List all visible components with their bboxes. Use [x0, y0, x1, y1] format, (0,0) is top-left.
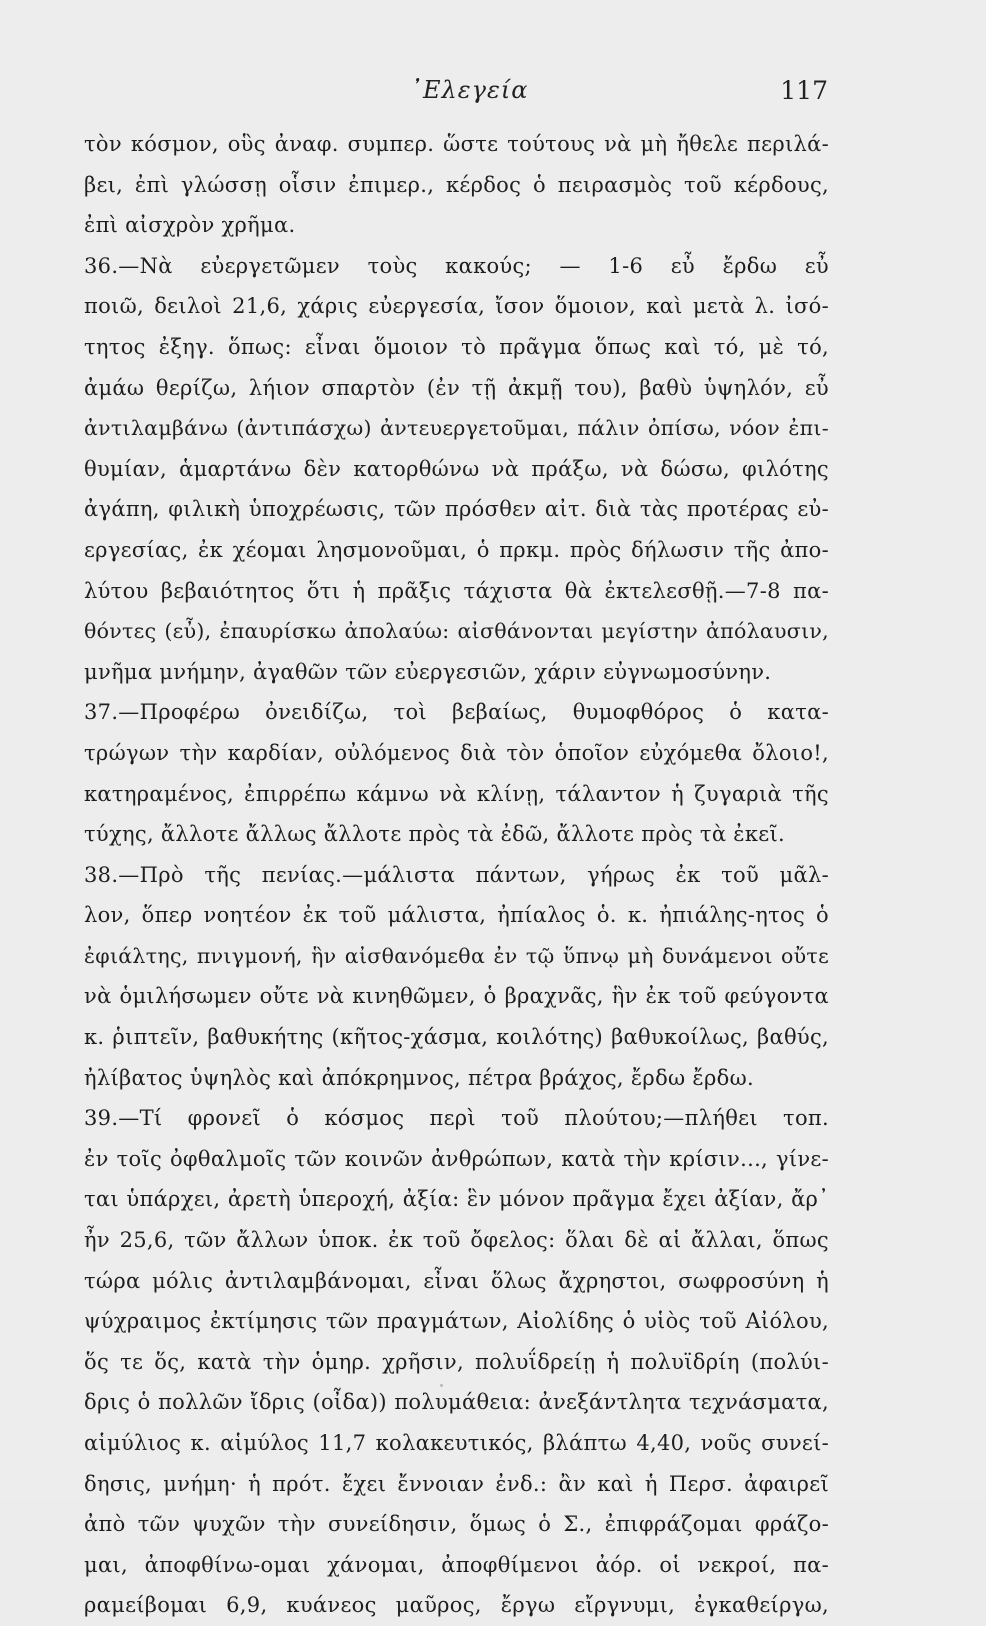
text-line: μαι, ἀποφθίνω-ομαι χάνομαι, ἀποφθίμενοι ἀόρ. οἱ νεκροί, πα-	[84, 1552, 829, 1577]
text-line: λύτου βεβαιότητος ὅτι ἡ πρᾶξις τάχιστα θὰ ἐκτελεσθῇ.—7-8 πα-	[84, 578, 829, 603]
text-line: μνῆμα μνήμην, ἀγαθῶν τῶν εὐεργεσιῶν, χάριν εὐγνωμοσύνην.	[84, 659, 772, 684]
text-line: ραμείβομαι 6,9, κυάνεος μαῦρος, ἔργω εἴργνυμι, ἐγκαθείργω,	[84, 1593, 829, 1618]
text-line: ἀντιλαμβάνω (ἀντιπάσχω) ἀντευεργετοῦμαι, πάλιν ὀπίσω, νόον ἐπι-	[84, 416, 829, 441]
text-line: ἐπὶ αἰσχρὸν χρῆμα.	[84, 213, 296, 238]
text-line: τώρα μόλις ἀντιλαμβάνομαι, εἶναι ὅλως ἄχρηστοι, σωφροσύνη ἡ	[84, 1268, 829, 1293]
text-line: εργεσίας, ἐκ χέομαι λησμονοῦμαι, ὁ πρκμ. πρὸς δήλωσιν τῆς ἀπο-	[84, 537, 829, 562]
text-line: ψύχραιμος ἐκτίμησις τῶν πραγμάτων, Αἰολίδης ὁ υἱὸς τοῦ Αἰόλου,	[84, 1309, 829, 1334]
text-line: 39.—Τί φρονεῖ ὁ κόσμος περὶ τοῦ πλούτου;—πλήθει τοπ.	[84, 1106, 829, 1131]
text-line: ται ὑπάρχει, ἀρετὴ ὑπεροχή, ἀξία: ἓν μόνον πρᾶγμα ἔχει ἀξίαν, ἄρ᾽	[84, 1187, 829, 1212]
commentary-text	[84, 124, 829, 1626]
text-line: ἐν τοῖς ὀφθαλμοῖς τῶν κοινῶν ἀνθρώπων, κατὰ τὴν κρίσιν..., γίνε-	[84, 1146, 829, 1171]
text-line: τητος ἐξηγ. ὅπως: εἶναι ὅμοιον τὸ πρᾶγμα ὅπως καὶ τό, μὲ τό,	[84, 334, 829, 359]
paper-speck	[440, 1384, 443, 1387]
running-title: ᾽Ελεγεία	[410, 76, 529, 104]
text-line: δρις ὁ πολλῶν ἴδρις (οἶδα)) πολυμάθεια: ἀνεξάντλητα τεχνάσματα,	[84, 1390, 829, 1415]
text-line: κ. ῥιπτεῖν, βαθυκήτης (κῆτος-χάσμα, κοιλότης) βαθυκοίλως, βαθύς,	[84, 1025, 829, 1050]
text-line: 36.—Νὰ εὐεργετῶμεν τοὺς κακούς; — 1-6 εὖ ἔρδω εὖ	[84, 253, 829, 278]
text-line: ἦν 25,6, τῶν ἄλλων ὑποκ. ἐκ τοῦ ὄφελος: ὅλαι δὲ αἱ ἄλλαι, ὅπως	[84, 1228, 829, 1253]
text-line: 38.—Πρὸ τῆς πενίας.—μάλιστα πάντων, γήρως ἐκ τοῦ μᾶλ-	[84, 862, 829, 887]
page-header	[0, 76, 986, 116]
text-line: 37.—Προφέρω ὀνειδίζω, τοὶ βεβαίως, θυμοφθόρος ὁ κατα-	[84, 700, 829, 725]
text-line: ἀπὸ τῶν ψυχῶν τὴν συνείδησιν, ὅμως ὁ Σ., ἐπιφράζομαι φράζο-	[84, 1512, 829, 1537]
text-line: βει, ἐπὶ γλώσσῃ οἷσιν ἐπιμερ., κέρδος ὁ πειρασμὸς τοῦ κέρδους,	[84, 172, 829, 197]
text-line: ποιῶ, δειλοὶ 21,6, χάρις εὐεργεσία, ἴσον ὅμοιον, καὶ μετὰ λ. ἰσό-	[84, 294, 829, 319]
text-line: θόντες (εὖ), ἐπαυρίσκω ἀπολαύω: αἰσθάνονται μεγίστην ἀπόλαυσιν,	[84, 619, 829, 644]
text-line: ὅς τε ὅς, κατὰ τὴν ὁμηρ. χρῆσιν, πολυΐδρείῃ ἡ πολυϊδρίη (πολύι-	[84, 1349, 829, 1374]
text-line: νὰ ὁμιλήσωμεν οὔτε νὰ κινηθῶμεν, ὁ βραχνᾶς, ἣν ἐκ τοῦ φεύγοντα	[84, 984, 829, 1009]
text-line: ἀγάπη, φιλικὴ ὑποχρέωσις, τῶν πρόσθεν αἰτ. διὰ τὰς προτέρας εὐ-	[84, 497, 829, 522]
text-line: τρώγων τὴν καρδίαν, οὐλόμενος διὰ τὸν ὁποῖον εὐχόμεθα ὄλοιο!,	[84, 740, 829, 765]
text-line: θυμίαν, ἁμαρτάνω δὲν κατορθώνω νὰ πράξω, νὰ δώσω, φιλότης	[84, 456, 829, 481]
text-line: τύχης, ἄλλοτε ἄλλως ἄλλοτε πρὸς τὰ ἐδῶ, ἄλλοτε πρὸς τὰ ἐκεῖ.	[84, 822, 785, 847]
page-number: 117	[780, 76, 828, 105]
text-line: ἐφιάλτης, πνιγμονή, ἣν αἰσθανόμεθα ἐν τῷ ὕπνῳ μὴ δυνάμενοι οὔτε	[84, 943, 829, 968]
text-line: κατηραμένος, ἐπιρρέπω κάμνω νὰ κλίνῃ, τάλαντον ἡ ζυγαριὰ τῆς	[84, 781, 829, 806]
text-line: αἱμύλιος κ. αἱμύλος 11,7 κολακευτικός, βλάπτω 4,40, νοῦς συνεί-	[84, 1431, 829, 1455]
text-line: λον, ὅπερ νοητέον ἐκ τοῦ μάλιστα, ἠπίαλος ὁ. κ. ἠπιάλης-ητος ὁ	[84, 903, 829, 928]
text-line: δησις, μνήμη· ἡ πρότ. ἔχει ἔννοιαν ἐνδ.: ἂν καὶ ἡ Περσ. ἀφαιρεῖ	[84, 1471, 829, 1496]
text-line: τὸν κόσμον, οὓς ἀναφ. συμπερ. ὥστε τούτους νὰ μὴ ἤθελε περιλά-	[84, 132, 829, 156]
text-line: ἀμάω θερίζω, λήιον σπαρτὸν (ἐν τῇ ἀκμῇ του), βαθὺ ὑψηλόν, εὖ	[84, 375, 829, 400]
text-line: ἠλίβατος ὑψηλὸς καὶ ἀπόκρημνος, πέτρα βράχος, ἔρδω ἔρδω.	[84, 1065, 754, 1090]
